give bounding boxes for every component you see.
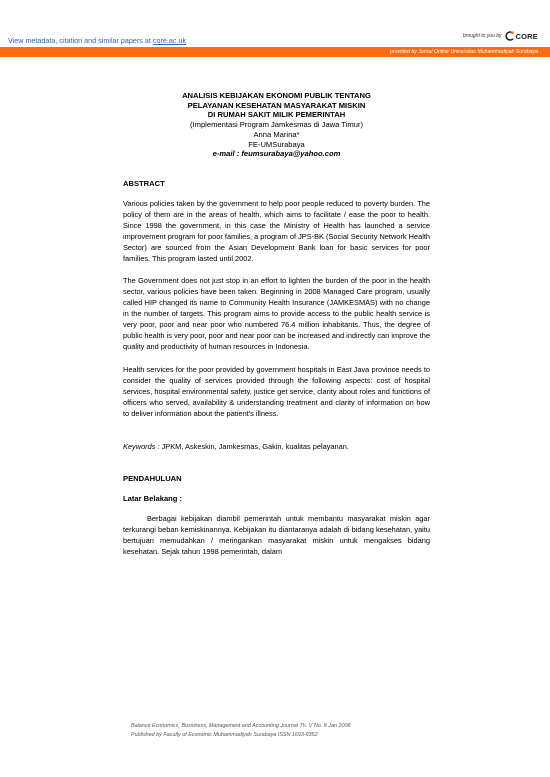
title-line: DI RUMAH SAKIT MILIK PEMERINTAH <box>207 110 346 120</box>
body-line: miskin untuk mengakses bidang kesehatan. Sejak tahun 1998 pemerintah, dalam <box>123 535 431 556</box>
core-banner <box>0 0 550 47</box>
abstract-line: province needs to consider the quality of services provided through the following <box>123 364 430 385</box>
provider-bar[interactable] <box>0 47 550 57</box>
abstract-heading: ABSTRACT <box>123 178 165 188</box>
abstract-line: until 2002. <box>219 254 254 264</box>
abstract-line: the health sector, various policies have been taken. Beginning in 2008 Managed <box>123 276 431 297</box>
core-label: CORE <box>515 31 538 41</box>
author-affiliation: FE-UMSurabaya <box>248 139 305 149</box>
author-name: Anna Marina* <box>253 129 300 139</box>
body-line: Berbagai kebijakan diambil pemerintah untuk membantu masyarakat <box>147 513 386 523</box>
abstract-line: burden. The policy of them are in the areas of health, which aims to facilitate / <box>123 198 430 219</box>
abstract-line: aims to provide access to the public health service is very poor, poor and near <box>123 309 430 330</box>
body-line: di bidang kesehatan, yaitu bertujuan memudahkan / meringankan masyarakat <box>123 524 430 545</box>
title-line: PELAYANAN KESEHATAN MASYARAKAT MISKIN <box>187 100 366 110</box>
section-heading: PENDAHULUAN <box>123 473 182 483</box>
abstract-line: The Government does not just stop in an effort to lighten the burden of the poor in <box>123 276 395 286</box>
journal-footer <box>131 722 431 739</box>
keywords <box>123 441 430 452</box>
abstract-line: ease the poor to health. Since 1998 the government, in this case the Ministry of <box>123 209 430 231</box>
metadata-prefix: View metadata, citation and similar papers at <box>8 36 153 45</box>
footer-line: Balance Economics, Bussiness, Management and Accounting Journal Th. V No. 8 Jan 2008 <box>131 723 351 729</box>
paper-title <box>123 91 430 120</box>
abstract-line: poor who numbered 76.4 million inhabitants. Thus, the degree of public health is <box>123 320 431 341</box>
subsection-heading: Latar Belakang : <box>123 493 183 503</box>
abstract-line: Health services for the poor provided by government hospitals in East Java <box>123 364 370 374</box>
abstract-line: understanding treatment and clarity of information on how to deliver information <box>123 397 430 418</box>
abstract-line: Care program, usually called HIP changed its name to Community Health <box>123 287 430 308</box>
title-line: ANALISIS KEBIJAKAN EKONOMI PUBLIK TENTANG <box>182 91 371 100</box>
abstract-paragraph-1 <box>123 198 430 264</box>
abstract-line: about the patient's illness. <box>193 408 279 418</box>
abstract-line: of JPS-BK (Social Security Network Health Sector) are sourced from the Asian <box>123 232 431 253</box>
core-ac-uk-link[interactable]: core.ac.uk <box>152 36 187 45</box>
abstract-line: Development Bank loan for basic services for poor families. This program lasted <box>123 243 430 264</box>
abstract-line: Insurance (JAMKESMAS) with no change in the number of targets. This program <box>123 298 430 319</box>
abstract-paragraph-2 <box>123 275 430 352</box>
brought-by-text: brought to you by <box>462 33 502 39</box>
abstract-paragraph-3 <box>123 364 430 419</box>
body-paragraph-1 <box>123 513 430 557</box>
abstract-line: quality and productivity of human resources in Indonesia. <box>123 342 310 352</box>
abstract-line: aspects: cost of hospital services, hospital environmental safety, justice get <box>123 375 430 396</box>
abstract-line: very poor, poor and near poor can be increased and indirectly can improve the <box>173 331 430 341</box>
keywords-label: Keywords : <box>123 441 160 451</box>
paper-page <box>123 91 430 557</box>
keywords-text: JPKM, Askeskin, Jamkesmas, Gakin, kualitas pelayanan. <box>159 441 349 451</box>
body-line: miskin agar terkurangi beban kemiskinannya. Kebijakan itu diantaranya adalah <box>123 513 430 534</box>
footer-line: Published by Faculty of Economic Muhammadiyah Surabaya ISSN 1693-9352 <box>131 731 318 738</box>
abstract-line: Various policies taken by the government to help poor people reduced to poverty <box>123 198 388 208</box>
core-logo[interactable] <box>505 31 538 41</box>
brought-to-you-by[interactable] <box>463 31 538 41</box>
abstract-line: Health has launched a service improvement program for poor families, a program <box>123 221 431 242</box>
provider-text: provided by Jurnal Online Universitas Muhammadiyah Surabaya <box>390 49 538 55</box>
author-email: e-mail : feumsurabaya@yahoo.com <box>212 149 341 159</box>
core-logo-icon <box>505 31 515 41</box>
paper-subtitle: (Implementasi Program Jamkesmas di Jawa Timur) <box>189 120 363 130</box>
metadata-link[interactable] <box>8 36 186 45</box>
abstract-line: service, clarity about roles and functions of officers who served, availability & <box>123 386 430 407</box>
